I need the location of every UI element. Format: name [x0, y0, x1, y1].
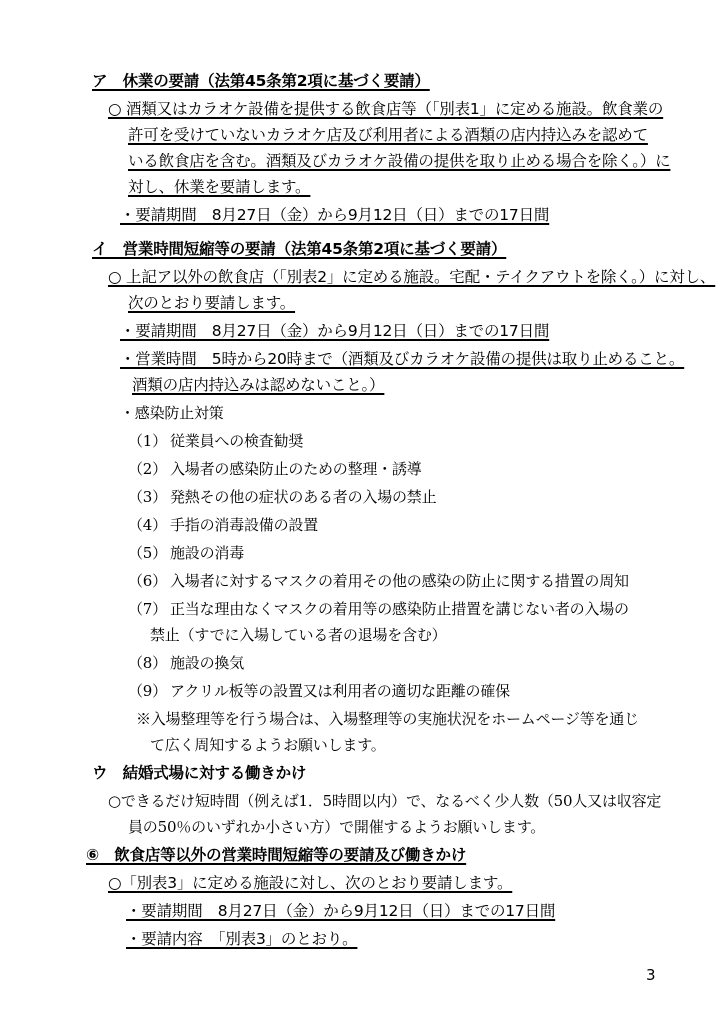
section-u-heading: ウ 結婚式場に対する働きかけ — [92, 764, 307, 782]
measure-text: 手指の消毒設備の設置 — [170, 516, 319, 534]
measure-item — [128, 486, 436, 508]
section-u-body-line-1: ○できるだけ短時間（例えば1．5時間以内）で、なるべく少人数（50人又は収容定 — [108, 792, 662, 810]
measure-number: （3） — [128, 488, 167, 506]
section-i-body-line-1: ○ 上記ア以外の飲食店（「別表2」に定める施設。宅配・テイクアウトを除く。）に対し、 — [108, 268, 716, 286]
measure-number: （7） — [128, 600, 167, 618]
section-a-heading: ア 休業の要請（法第45条第2項に基づく要請） — [92, 72, 430, 90]
measure-number: （9） — [128, 682, 167, 700]
measure-7-continuation: 禁止（すでに入場している者の退場を含む） — [150, 626, 447, 644]
page-number: 3 — [646, 966, 656, 984]
measures-title: ・感染防止対策 — [120, 404, 224, 422]
measure-item — [128, 680, 510, 702]
section-a-body-line-4: 対し、休業を要請します。 — [128, 178, 311, 196]
section-i-hours-line-1: ・営業時間 5時から20時まで（酒類及びカラオケ設備の提供は取り止めること。 — [120, 350, 685, 368]
section-i-heading: イ 営業時間短縮等の要請（法第45条第2項に基づく要請） — [92, 240, 507, 258]
section-6-period: ・要請期間 8月27日（金）から9月12日（日）までの17日間 — [126, 902, 556, 920]
measure-item — [128, 430, 303, 452]
measure-number: （2） — [128, 460, 167, 478]
section-6-heading: ⑥ 飲食店等以外の営業時間短縮等の要請及び働きかけ — [86, 846, 467, 864]
measure-text: 施設の換気 — [170, 654, 245, 672]
section-6-content: ・要請内容 「別表3」のとおり。 — [126, 930, 358, 948]
section-a-body-line-3: いる飲食店を含む。酒類及びカラオケ設備の提供を取り止める場合を除く。）に — [128, 152, 671, 170]
note-line-2: て広く周知するようお願いします。 — [150, 736, 386, 754]
measure-number: （1） — [128, 432, 167, 450]
measure-text: 正当な理由なくマスクの着用等の感染防止措置を講じない者の入場の — [170, 600, 629, 618]
measure-item — [128, 458, 422, 480]
measure-number: （4） — [128, 516, 167, 534]
measure-text: 入場者に対するマスクの着用その他の感染の防止に関する措置の周知 — [170, 572, 629, 590]
measure-item — [128, 570, 629, 592]
measure-text: 施設の消毒 — [170, 544, 245, 562]
section-a-body-line-1: ○ 酒類又はカラオケ設備を提供する飲食店等（「別表1」に定める施設。飲食業の — [108, 100, 664, 118]
section-u-body-line-2: 員の50％のいずれか小さい方）で開催するようお願いします。 — [128, 818, 546, 836]
measure-number: （6） — [128, 572, 167, 590]
measure-number: （5） — [128, 544, 167, 562]
section-i-body-line-2: 次のとおり要請します。 — [128, 294, 296, 312]
measure-text: 入場者の感染防止のための整理・誘導 — [170, 460, 422, 478]
measure-item — [128, 514, 318, 536]
section-6-body: ○「別表3」に定める施設に対し、次のとおり要請します。 — [108, 874, 513, 892]
measure-text: 従業員への検査勧奨 — [170, 432, 304, 450]
measure-text: アクリル板等の設置又は利用者の適切な距離の確保 — [170, 682, 510, 700]
measure-item — [128, 598, 629, 620]
measure-text: 発熱その他の症状のある者の入場の禁止 — [170, 488, 437, 506]
measure-item — [128, 542, 244, 564]
section-i-hours-line-2: 酒類の店内持込みは認めないこと。） — [132, 376, 385, 394]
section-i-period: ・要請期間 8月27日（金）から9月12日（日）までの17日間 — [120, 322, 550, 340]
section-a-body-line-2: 許可を受けていないカラオケ店及び利用者による酒類の店内持込みを認めて — [128, 126, 648, 144]
note-line-1: ※入場整理等を行う場合は、入場整理等の実施状況をホームページ等を通じ — [136, 710, 639, 728]
measure-item — [128, 652, 244, 674]
measure-number: （8） — [128, 654, 167, 672]
section-a-period: ・要請期間 8月27日（金）から9月12日（日）までの17日間 — [120, 206, 550, 224]
